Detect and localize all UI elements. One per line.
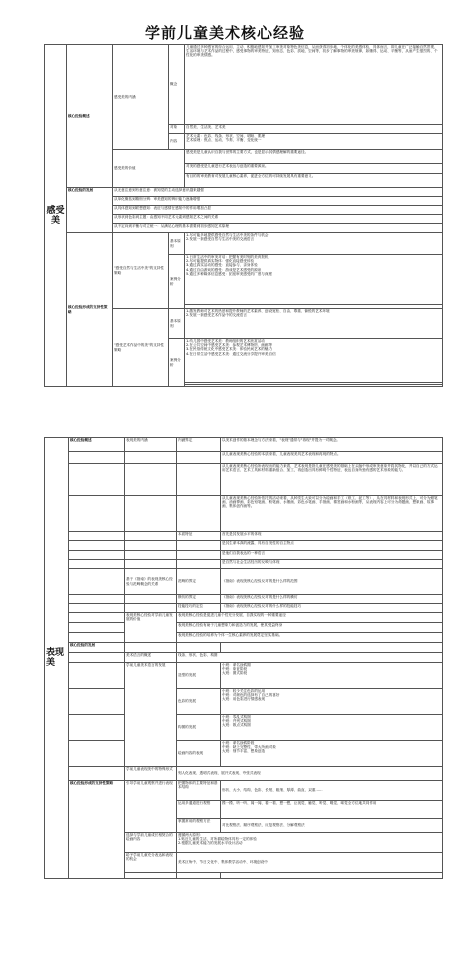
strategy-label: 核心经验形成的支持性策略 [69,781,125,879]
goal-text: 《指南》表现美核心经验反对的是什么样的横仿 [221,595,443,604]
case-key: 案例分析 [169,339,185,387]
value-text-2: 对美的感受是儿童进行艺术表达与创造的重要源泉。 [185,164,443,174]
goal-key: 横仿的界定 [177,595,221,604]
range-text: 《指南》表现美核心经验反对的是什么样的范围 [221,569,443,595]
value-text-1: 表现美核心经验是促进儿童个性充分发展、自我实现的一种重要途径 [177,613,443,623]
skill-key: 技能技巧的定位 [177,604,221,613]
feature-text-3: 是他们自我表达的一种语言 [221,551,443,560]
dev-composition-text: 小班：零乱式构图 中班：并列式构图 大班：散点式构图 [221,715,443,741]
dev-content-key: 绘画内容的表现 [177,741,221,767]
value-label: 表现美核心经验对学前儿童发展的价值 [125,613,177,643]
concept-key: 概念 [169,45,185,125]
inner-key: 内容 [169,134,185,150]
section-label: 感受美 [45,45,67,387]
case-text: 1.日常生活中的审美对话：把握有美时刻的美育契机 2.尽可能提供真实物体：强化直接感受体验 3.通过真实活动的感受：直接参与、亲身体验 4.通过自由游戏的感受：游戏是艺术感受的源泉 5.通过多种媒体信息感受：拓宽审美感受的广度与深度 [185,255,443,305]
concept-text-3: 从儿童表现美核心经验所表现出的能力来看，艺术表现是指儿童在感受美的基础上在头脑中形成审美意象并将其物化，并以自己的方式运用艺术语言、艺术工具和材料重新组合、加工，再创造出具有鲜明个性特征、表达自身所独有感的艺术形象的能力。 [221,464,443,496]
value-text-3: 表现美核心经验的培养为个体一生核心素养的发展奠定坚实基础。 [177,633,443,643]
opportunity-label: 给予学前儿童充分表达和表现的机会 [125,853,177,873]
observe-text-3: 对比观察法、顺序观察法、反复观察法、分解观察法 [221,819,443,833]
inner-text: 艺术元素：色彩、线条、形状、空间、明暗、肌理 艺术原理：焦点、运动、节奏、平衡、变化统一 [185,134,443,150]
concept-text-4: 从儿童表现美核心经验所依托的活动来看，从种类生大致可以分为绘画和手工（纸工、泥工等），从在具材料和表现形式上，可分为蜡笔画、油画棒画、彩色铅笔画、粉笔画、水墨画、彩色水笔画、手指画、棉签画和水粉画等，从表现内容上可分为命题画、想象画、故事画、集体创作画等。 [221,496,443,532]
feature-text-4: 是自然与社会生活经历的反映与体现 [221,560,443,569]
feature-text-2: 是其生命本真的流露，具有自发性的自主特点 [221,541,443,551]
object-key: 对象 [169,125,185,134]
language-text: 线条、形状、色彩、构图 [177,653,443,663]
value-label: 感受美的价值 [113,150,185,188]
observe-label: 引导学前儿童观察并进行表现 [125,781,177,833]
overview-label: 核心经验概述 [69,438,125,452]
observe-key-3: 掌握常用的观察方法 [177,819,221,833]
page-title: 学前儿童美术核心经验 [144,24,305,42]
guide-relation-label: 基于《指南》的表现美核心经验与范畴概念的关系 [125,569,177,595]
case-key: 案例分析 [169,255,185,309]
development-item: 从无意注意到有意注意：被知觉的主动选择意识越来越强 [113,188,443,197]
concept-text-2: 从儿童表现美核心经验的本质来看，儿童表现美具艺术表现和再现的特点。 [221,452,443,464]
content-choice-label: 选择与学前儿童成长相契合的绘画内容 [125,833,177,853]
strategy-nature-label: "感受自然与生活中美"的支持性策略 [113,233,169,309]
dev-shape-key: 造型的发展 [177,663,221,689]
special-form-label: 学前儿童表现美中的特殊形式 [125,767,177,781]
dev-color-key: 色彩的发展 [177,689,221,715]
content-label: 表现美的内涵 [125,438,177,452]
feature-text-1: 首先是其发展水平的体现 [221,532,443,541]
value-text-3: 有目的的审美教育对发展儿童核心素养，促进全方位的可持续发展具有重要意义。 [185,174,443,188]
section-label: 表现美 [45,438,69,879]
skill-text: 《指南》表现美核心经验反对的什么样的技能技巧 [221,604,443,613]
basic-principle-key: 基本原则 [169,233,185,255]
development-item: 从形状到色彩到主题：由感知不同艺术元素到感知艺术之间的关系 [113,215,443,224]
concept-text: 以美术创作的基本理念与方法来看，"表现"通常与"再现"并提为一对概念。 [221,438,443,452]
content-label: 感受美的内涵 [113,45,169,150]
development-item: 从具体感知到联想感知：表征与感情在感知中的作用增加凸显 [113,206,443,215]
dev-content-text: 小班：命名涂鸦阶段 中班：缺乏完整性、带大所画对象 大班：细节丰富、想象创造 [221,741,443,767]
development-item: 从单化概括到精细分辨：审美感知的辨识能力逐渐增强 [113,197,443,206]
dev-composition-key: 构图的发展 [177,715,221,741]
development-label: 核心经验的发展 [69,643,125,653]
language-dev-label: 学前儿童美术语言的发展 [125,663,177,767]
special-form-text: 刻人化表现、透明式表现、展开式表现、夸张式表现 [177,767,443,781]
value-text-2: 表现美核心经验有助于儿童想象力和创造力的发展，使其受益终身 [177,623,443,633]
concept-text: 儿童通过多种感官的综合运用、主动、积极地感知并加工审美对象特色美信息，从而获得初步地、个体化的美感体验，具体而言，即儿童在广泛接触自然景观、生活环境与艺术作品的过程中，感受事物的审美特征，知形态、色彩、质地、空间等，初步了解事物的审美规律，如懂得、运动、平衡等，从而产生强烈的、个性化的审美情感。 [185,45,443,125]
basic-principle-text: 1.尽可能多地提供感受自然与生活中美的条件与机会 2.发展一套感受自然与生活中美的交流语言 [185,233,443,255]
development-label: 核心经验的发展 [67,188,113,233]
case-text: 1.幼儿园中感受艺术美：教师组织的艺术欣赏活动 2.在公共空间中感受艺术美：参观艺术博物馆、画廊等 3.在民俗传统文化中感受艺术美：体验民间艺术的魅力 4.在日常生活中感受艺术美：通过交流分享提升审美自信 [185,339,443,383]
dev-shape-text: 小班：命名涂鸦期 中班：象征阶段 大班：图式阶段 [221,663,443,689]
content-choice-text: 遵循两大原则： 1.贴近儿童的生活，对所描绘物体具有一定的体验 2.根据儿童美术能力的发展水平设计活动 [177,833,443,853]
express-beauty-table [44,437,443,879]
strategy-label: 核心经验形成的支持性策略 [67,233,113,387]
overview-label: 核心经验概述 [67,45,113,188]
concept-key: 内涵界定 [177,438,221,452]
value-text-1: 感受美是儿童认识自我与世界的主要方式，也是显示其情感理解的重要途径。 [185,150,443,164]
observe-key-1: 把握物体的主要特征和基本结构 [177,781,221,801]
basic-principle-key: 基本原则 [169,309,185,339]
basic-principle-text: 1.激发教师对艺术的热爱和提升教师的艺术素养、创设宽松、自由、尊重、愉悦的艺术环境 2.发展一套感受艺术作品中的交流语言 [185,309,443,339]
feature-key: 本质特征 [177,532,221,541]
range-key: 范畴的界定 [177,569,221,595]
object-text: 自然美、生活美、艺术美 [185,125,443,134]
observe-text-2: 摸一摸、听一听、闻一闻、看一看、想一想，让视觉、触觉、听觉、嗅觉、味觉全方位地共同作用 [221,801,443,819]
development-item: 从不定向到平衡与对立统一：从满足心理的基本需要到初步感知艺术原理 [113,224,443,233]
opportunity-text: 美术区角中、节日文化中、集体教学活动中、环境创设中 [177,853,443,873]
observe-text-1: 形状、大小、结构、色彩、长短、粗细、厚薄、曲直、双重…… [221,781,443,801]
dev-color-text: 小班：较少关注色彩的运用 中班：对颜色的选择有了自己的喜好 大班：用色彩进行情感表现 [221,689,443,715]
strategy-art-label: "感受艺术作品中的美"的支持性策略 [113,309,169,387]
feel-beauty-table [44,44,443,387]
observe-key-2: 运用多通道进行观察 [177,801,221,819]
language-label: 美术语言的概述 [125,653,177,663]
